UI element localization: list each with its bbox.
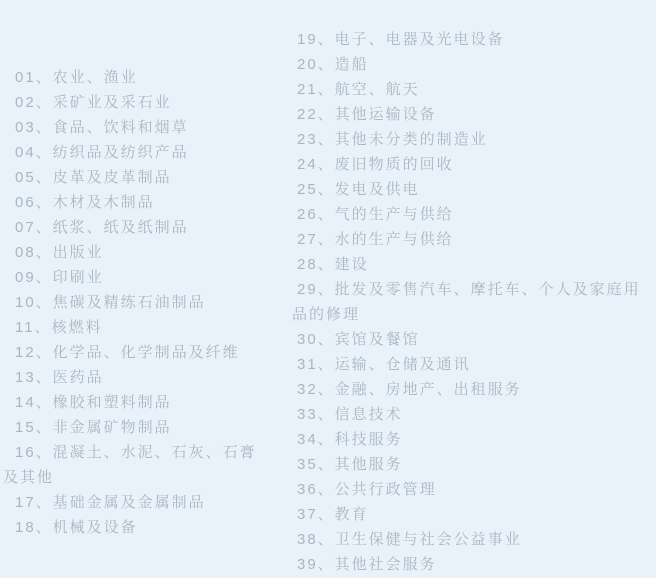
- left-column: [3, 65, 263, 540]
- industry-item: 27、水的生产与供给: [297, 231, 454, 248]
- industry-item: 07、纸浆、纸及纸制品: [15, 218, 189, 236]
- industry-item: 24、废旧物质的回收: [297, 156, 454, 173]
- industry-item: 20、造船: [297, 56, 369, 73]
- industry-item: 14、橡胶和塑料制品: [15, 393, 172, 411]
- industry-item: 31、运输、仓储及通讯: [297, 356, 471, 373]
- industry-item: 16、混凝土、水泥、石灰、石膏及其他: [3, 443, 257, 486]
- industry-item: 03、食品、饮料和烟草: [15, 118, 189, 136]
- industry-item: 23、其他未分类的制造业: [297, 131, 488, 148]
- industry-item: 18、机械及设备: [15, 518, 138, 536]
- industry-item: 39、其他社会服务: [297, 556, 437, 573]
- industry-item: 12、化学品、化学制品及纤维: [15, 343, 240, 361]
- industry-item: 10、焦碳及精练石油制品: [15, 293, 206, 311]
- industry-item: 01、农业、渔业: [15, 68, 138, 86]
- industry-item: 21、航空、航天: [297, 81, 420, 98]
- industry-item: 25、发电及供电: [297, 181, 420, 198]
- industry-item: 02、采矿业及采石业: [15, 93, 172, 111]
- industry-item: 11、核燃料: [15, 318, 103, 336]
- industry-item: 34、科技服务: [297, 431, 403, 448]
- industry-item: 29、批发及零售汽车、摩托车、个人及家庭用品的修理: [292, 281, 641, 323]
- industry-item: 09、印刷业: [15, 268, 104, 286]
- industry-item: 33、信息技术: [297, 406, 403, 423]
- industry-item: 28、建设: [297, 256, 369, 273]
- industry-item: 15、非金属矿物制品: [15, 418, 172, 436]
- industry-item: 19、电子、电器及光电设备: [297, 31, 505, 48]
- industry-item: 13、医药品: [15, 368, 104, 386]
- industry-item: 38、卫生保健与社会公益事业: [297, 531, 522, 548]
- industry-item: 04、纺织品及纺织产品: [15, 143, 189, 161]
- industry-item: 35、其他服务: [297, 456, 403, 473]
- industry-item: 08、出版业: [15, 243, 104, 261]
- industry-item: 17、基础金属及金属制品: [15, 493, 206, 511]
- industry-item: 32、金融、房地产、出租服务: [297, 381, 522, 398]
- industry-item: 30、宾馆及餐馆: [297, 331, 420, 348]
- industry-item: 06、木材及木制品: [15, 193, 155, 211]
- industry-item: 05、皮革及皮革制品: [15, 168, 172, 186]
- industry-item: 37、教育: [297, 506, 369, 523]
- industry-item: 26、气的生产与供给: [297, 206, 454, 223]
- industry-item: 22、其他运输设备: [297, 106, 437, 123]
- right-column: [292, 27, 656, 577]
- industry-item: 36、公共行政管理: [297, 481, 437, 498]
